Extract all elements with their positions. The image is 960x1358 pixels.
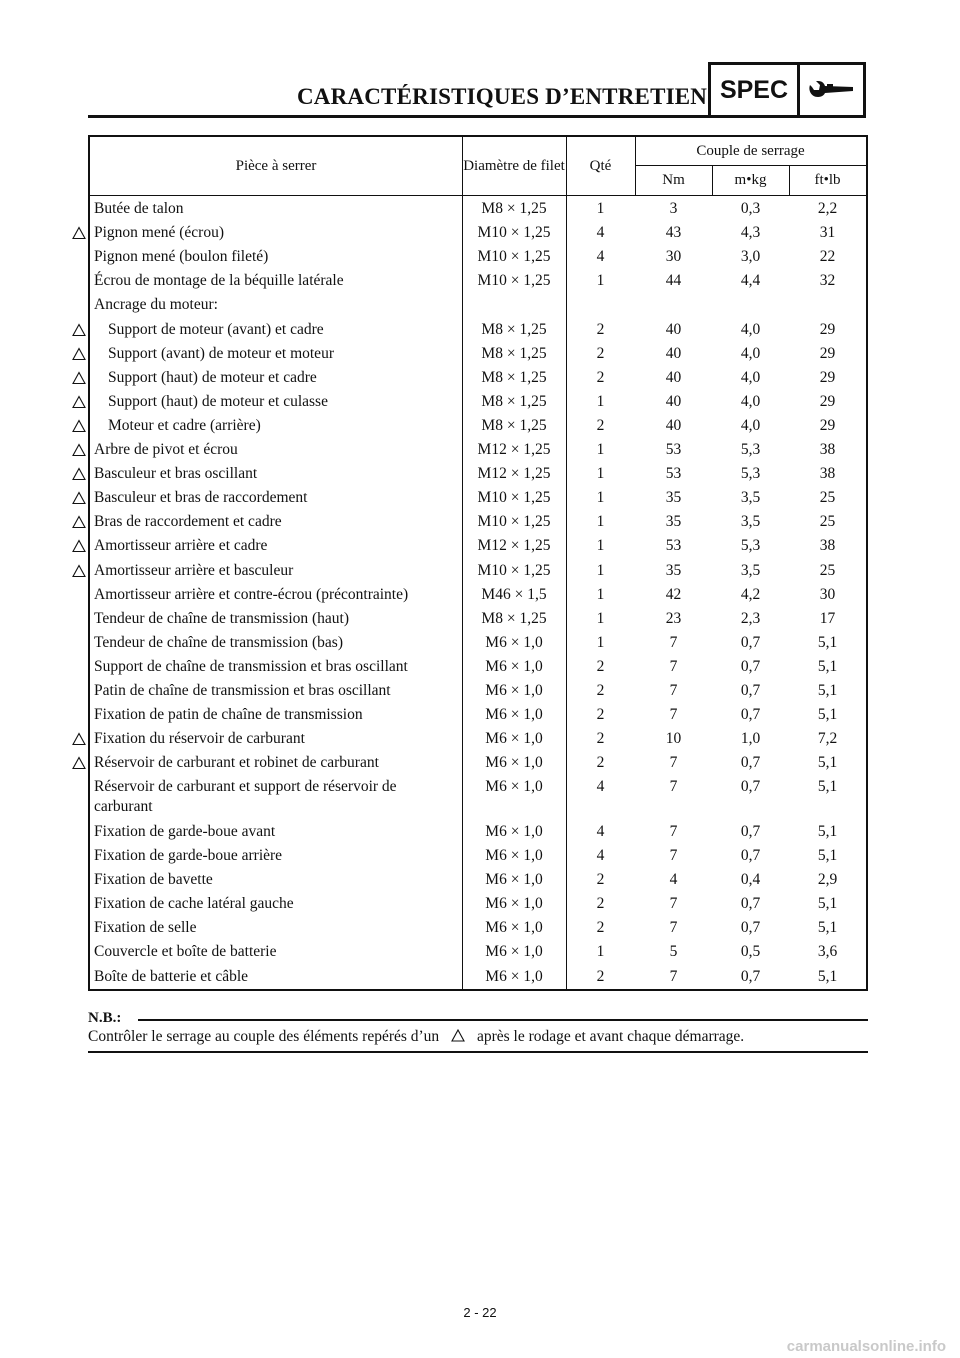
grid-line [635,137,636,195]
row-mkg: 4,0 [740,416,761,434]
triangle-icon [72,539,86,553]
row-diameter: M8 × 1,25 [481,416,547,434]
row-part-name: Fixation de garde-boue avant [94,822,276,840]
table-row [90,561,866,585]
row-part-name: Amortisseur arrière et basculeur [94,561,294,579]
row-part-name: Support (avant) de moteur et moteur [108,344,334,362]
table-row [90,894,866,918]
table-row [90,199,866,223]
triangle-icon [72,395,86,409]
row-qty: 4 [596,248,605,266]
header-mkg: m•kg [734,172,767,188]
row-diameter: M6 × 1,0 [485,895,543,913]
row-part-name: Fixation de bavette [94,871,213,889]
row-nm: 7 [669,657,678,675]
row-part-name: Pignon mené (boulon fileté) [94,248,269,266]
row-mkg: 5,3 [740,441,761,458]
row-nm: 53 [665,441,682,458]
header-torque: Couple de serrage [696,142,805,159]
row-qty: 2 [596,730,605,748]
table-row [90,705,866,729]
note-rule-bottom [88,1051,868,1053]
row-part-name: Basculeur et bras oscillant [94,465,258,483]
table-row [90,729,866,753]
row-mkg: 4,0 [740,368,761,386]
row-nm: 53 [665,465,682,483]
row-ftlb: 5,1 [817,706,838,724]
row-nm: 53 [665,537,682,555]
row-diameter: M8 × 1,25 [481,200,547,217]
table-row [90,777,866,822]
row-qty: 2 [596,919,605,937]
header-rule [88,115,708,118]
row-ftlb: 30 [819,585,836,603]
table-row [90,609,866,633]
row-qty: 2 [596,895,605,913]
table-row [90,488,866,512]
row-diameter: M6 × 1,0 [485,682,543,699]
row-part-name: Moteur et cadre (arrière) [108,416,261,434]
row-diameter: M12 × 1,25 [477,537,551,555]
row-diameter: M6 × 1,0 [485,778,543,796]
row-ftlb: 5,1 [817,967,838,985]
row-qty: 4 [596,822,605,840]
row-diameter: M46 × 1,5 [481,585,547,603]
row-part-name: Support (haut) de moteur et culasse [108,392,328,410]
table-row [90,223,866,247]
row-qty: 2 [596,682,605,699]
row-diameter: M10 × 1,25 [477,561,551,579]
row-qty: 2 [596,344,605,362]
row-part-name: Fixation de garde-boue arrière [94,847,283,865]
row-ftlb: 5,1 [817,778,838,796]
row-qty: 2 [596,871,605,889]
spec-label: SPEC [711,65,800,115]
table-row [90,440,866,464]
row-part-name: Réservoir de carburant et robinet de carburant [94,754,379,772]
table-row [90,512,866,536]
row-part-name: Écrou de montage de la béquille latérale [94,272,344,290]
row-part-name: Patin de chaîne de transmission et bras oscillant [94,682,391,699]
table-row [90,681,866,705]
grid-line [712,166,713,195]
row-qty: 1 [596,200,605,217]
row-nm: 23 [665,609,682,627]
row-mkg: 0,7 [740,754,761,772]
row-diameter: M6 × 1,0 [485,847,543,865]
row-nm: 40 [665,416,682,434]
row-nm: 35 [665,489,682,507]
row-qty: 2 [596,368,605,386]
header-diameter: Diamètre de filet [463,157,565,174]
table-row [90,870,866,894]
row-diameter: M10 × 1,25 [477,224,551,242]
note-rule-top [138,1019,868,1021]
torque-table [88,135,868,991]
row-nm: 7 [669,754,678,772]
row-ftlb: 29 [819,392,836,410]
row-ftlb: 5,1 [817,847,838,865]
row-part-name: Réservoir de carburant et support de réservoir de carburant [94,778,397,816]
table-row [90,942,866,966]
row-ftlb: 5,1 [817,657,838,675]
row-part-name: Boîte de batterie et câble [94,967,249,985]
row-mkg: 3,5 [740,513,761,531]
triangle-icon [72,347,86,361]
row-qty: 1 [596,943,605,961]
row-ftlb: 17 [819,609,836,627]
row-diameter: M6 × 1,0 [485,943,543,961]
row-ftlb: 32 [819,272,836,290]
row-diameter: M8 × 1,25 [481,344,547,362]
table-row [90,320,866,344]
row-diameter: M6 × 1,0 [485,730,543,748]
row-ftlb: 5,1 [817,895,838,913]
row-part-name: Bras de raccordement et cadre [94,513,282,531]
row-ftlb: 25 [819,513,836,531]
row-ftlb: 22 [819,248,836,266]
row-nm: 4 [669,871,678,889]
row-mkg: 0,4 [740,871,761,889]
row-nm: 7 [669,919,678,937]
spec-badge [708,62,866,118]
table-row [90,585,866,609]
row-ftlb: 5,1 [817,682,838,699]
row-diameter: M10 × 1,25 [477,513,551,531]
table-row [90,247,866,271]
note-label: N.B.: [88,1010,122,1026]
triangle-icon [72,467,86,481]
row-part-name: Arbre de pivot et écrou [94,441,238,458]
row-mkg: 0,7 [740,657,761,675]
row-nm: 43 [665,224,682,242]
table-row [90,822,866,846]
row-diameter: M6 × 1,0 [485,633,543,651]
triangle-icon [72,226,86,240]
row-part-name: Tendeur de chaîne de transmission (haut) [94,609,350,627]
row-nm: 7 [669,847,678,865]
row-part-name: Ancrage du moteur: [94,296,218,314]
table-row [90,271,866,295]
row-mkg: 5,3 [740,537,761,555]
row-part-name: Basculeur et bras de raccordement [94,489,308,507]
row-part-name: Fixation de cache latéral gauche [94,895,294,913]
row-mkg: 4,0 [740,320,761,338]
row-mkg: 3,0 [740,248,761,266]
triangle-icon [72,443,86,457]
row-mkg: 0,7 [740,967,761,985]
note-text-before: Contrôler le serrage au couple des éléments repérés d’un [88,1028,440,1045]
wrench-icon [800,65,863,115]
row-qty: 4 [596,847,605,865]
table-row [90,416,866,440]
row-qty: 1 [596,272,605,290]
row-nm: 44 [665,272,682,290]
row-nm: 40 [665,392,682,410]
triangle-icon [72,491,86,505]
header-qty: Qté [589,157,612,174]
row-qty: 1 [596,441,605,458]
row-diameter: M8 × 1,25 [481,392,547,410]
row-diameter: M8 × 1,25 [481,320,547,338]
table-row [90,657,866,681]
row-ftlb: 25 [819,561,836,579]
row-nm: 7 [669,778,678,796]
table-row [90,967,866,991]
triangle-icon [72,756,86,770]
row-qty: 4 [596,778,605,796]
row-qty: 1 [596,513,605,531]
row-ftlb: 5,1 [817,633,838,651]
row-qty: 1 [596,585,605,603]
row-nm: 42 [665,585,682,603]
table-row [90,295,866,319]
row-diameter: M6 × 1,0 [485,706,543,724]
row-diameter: M6 × 1,0 [485,919,543,937]
row-diameter: M10 × 1,25 [477,272,551,290]
row-ftlb: 38 [819,465,836,483]
row-mkg: 3,5 [740,489,761,507]
row-qty: 2 [596,706,605,724]
header-nm: Nm [662,172,685,188]
row-mkg: 5,3 [740,465,761,483]
row-nm: 10 [665,730,682,748]
row-ftlb: 38 [819,441,836,458]
row-part-name: Butée de talon [94,200,184,217]
page-number: 2 - 22 [463,1305,497,1320]
row-part-name: Support de moteur (avant) et cadre [108,320,324,338]
row-nm: 40 [665,368,682,386]
row-diameter: M10 × 1,25 [477,489,551,507]
row-mkg: 0,7 [740,706,761,724]
row-ftlb: 31 [819,224,836,242]
row-ftlb: 5,1 [817,754,838,772]
table-row [90,633,866,657]
note-text-after: après le rodage et avant chaque démarrage. [476,1028,745,1045]
row-qty: 2 [596,754,605,772]
row-nm: 30 [665,248,682,266]
row-diameter: M8 × 1,25 [481,368,547,386]
row-mkg: 0,7 [740,778,761,796]
row-qty: 1 [596,561,605,579]
row-part-name: Fixation de patin de chaîne de transmission [94,706,363,724]
row-mkg: 4,4 [740,272,761,290]
table-row [90,368,866,392]
row-nm: 7 [669,682,678,699]
row-ftlb: 7,2 [817,730,838,748]
row-ftlb: 2,9 [817,871,838,889]
row-ftlb: 38 [819,537,836,555]
table-row [90,344,866,368]
row-nm: 5 [669,943,678,961]
row-diameter: M12 × 1,25 [477,441,551,458]
row-mkg: 0,5 [740,943,761,961]
row-part-name: Tendeur de chaîne de transmission (bas) [94,633,343,651]
row-part-name: Couvercle et boîte de batterie [94,943,277,961]
row-ftlb: 3,6 [817,943,838,961]
row-mkg: 3,5 [740,561,761,579]
row-diameter: M6 × 1,0 [485,754,543,772]
row-ftlb: 2,2 [817,200,838,217]
triangle-icon [72,732,86,746]
row-nm: 35 [665,513,682,531]
row-part-name: Support (haut) de moteur et cadre [108,368,317,386]
row-diameter: M8 × 1,25 [481,609,547,627]
row-qty: 2 [596,416,605,434]
watermark: carmanualsonline.info [786,1338,946,1355]
row-nm: 35 [665,561,682,579]
table-row [90,392,866,416]
row-part-name: Amortisseur arrière et contre-écrou (précontrainte) [94,585,409,603]
triangle-icon [451,1029,465,1042]
row-mkg: 0,7 [740,847,761,865]
table-row [90,918,866,942]
row-nm: 7 [669,633,678,651]
row-mkg: 4,0 [740,344,761,362]
row-mkg: 0,3 [740,200,761,217]
row-ftlb: 29 [819,368,836,386]
row-ftlb: 5,1 [817,822,838,840]
grid-line [90,195,866,196]
row-mkg: 1,0 [740,730,761,748]
grid-line [635,165,866,166]
row-diameter: M6 × 1,0 [485,657,543,675]
row-mkg: 0,7 [740,682,761,699]
note-text [88,1028,744,1046]
header-part: Pièce à serrer [235,157,317,174]
row-nm: 7 [669,822,678,840]
table-row [90,536,866,560]
table-row [90,464,866,488]
row-qty: 2 [596,657,605,675]
row-qty: 2 [596,320,605,338]
page-title: CARACTÉRISTIQUES D’ENTRETIEN [297,84,708,109]
row-qty: 1 [596,609,605,627]
row-mkg: 0,7 [740,919,761,937]
row-part-name: Fixation du réservoir de carburant [94,730,305,748]
row-diameter: M10 × 1,25 [477,248,551,266]
row-diameter: M6 × 1,0 [485,871,543,889]
grid-line [789,166,790,195]
triangle-icon [72,564,86,578]
triangle-icon [72,371,86,385]
row-part-name: Fixation de selle [94,919,197,937]
row-part-name: Amortisseur arrière et cadre [94,537,268,555]
row-ftlb: 5,1 [817,919,838,937]
row-qty: 1 [596,465,605,483]
triangle-icon [72,323,86,337]
row-nm: 40 [665,344,682,362]
row-mkg: 4,2 [740,585,761,603]
row-part-name: Support de chaîne de transmission et bras oscillant [94,657,408,675]
row-ftlb: 25 [819,489,836,507]
row-mkg: 2,3 [740,609,761,627]
row-diameter: M12 × 1,25 [477,465,551,483]
row-qty: 1 [596,633,605,651]
row-mkg: 4,3 [740,224,761,242]
triangle-icon [72,515,86,529]
row-nm: 7 [669,895,678,913]
row-diameter: M6 × 1,0 [485,967,543,985]
row-ftlb: 29 [819,416,836,434]
row-qty: 4 [596,224,605,242]
triangle-icon [72,419,86,433]
row-qty: 1 [596,392,605,410]
row-diameter: M6 × 1,0 [485,822,543,840]
row-qty: 2 [596,967,605,985]
row-mkg: 4,0 [740,392,761,410]
row-nm: 7 [669,967,678,985]
table-row [90,753,866,777]
row-nm: 40 [665,320,682,338]
table-row [90,846,866,870]
row-ftlb: 29 [819,344,836,362]
row-mkg: 0,7 [740,895,761,913]
row-nm: 3 [669,200,678,217]
row-ftlb: 29 [819,320,836,338]
row-mkg: 0,7 [740,633,761,651]
row-part-name: Pignon mené (écrou) [94,224,224,242]
row-qty: 1 [596,537,605,555]
row-nm: 7 [669,706,678,724]
row-qty: 1 [596,489,605,507]
row-mkg: 0,7 [740,822,761,840]
header-ftlb: ft•lb [814,172,841,188]
